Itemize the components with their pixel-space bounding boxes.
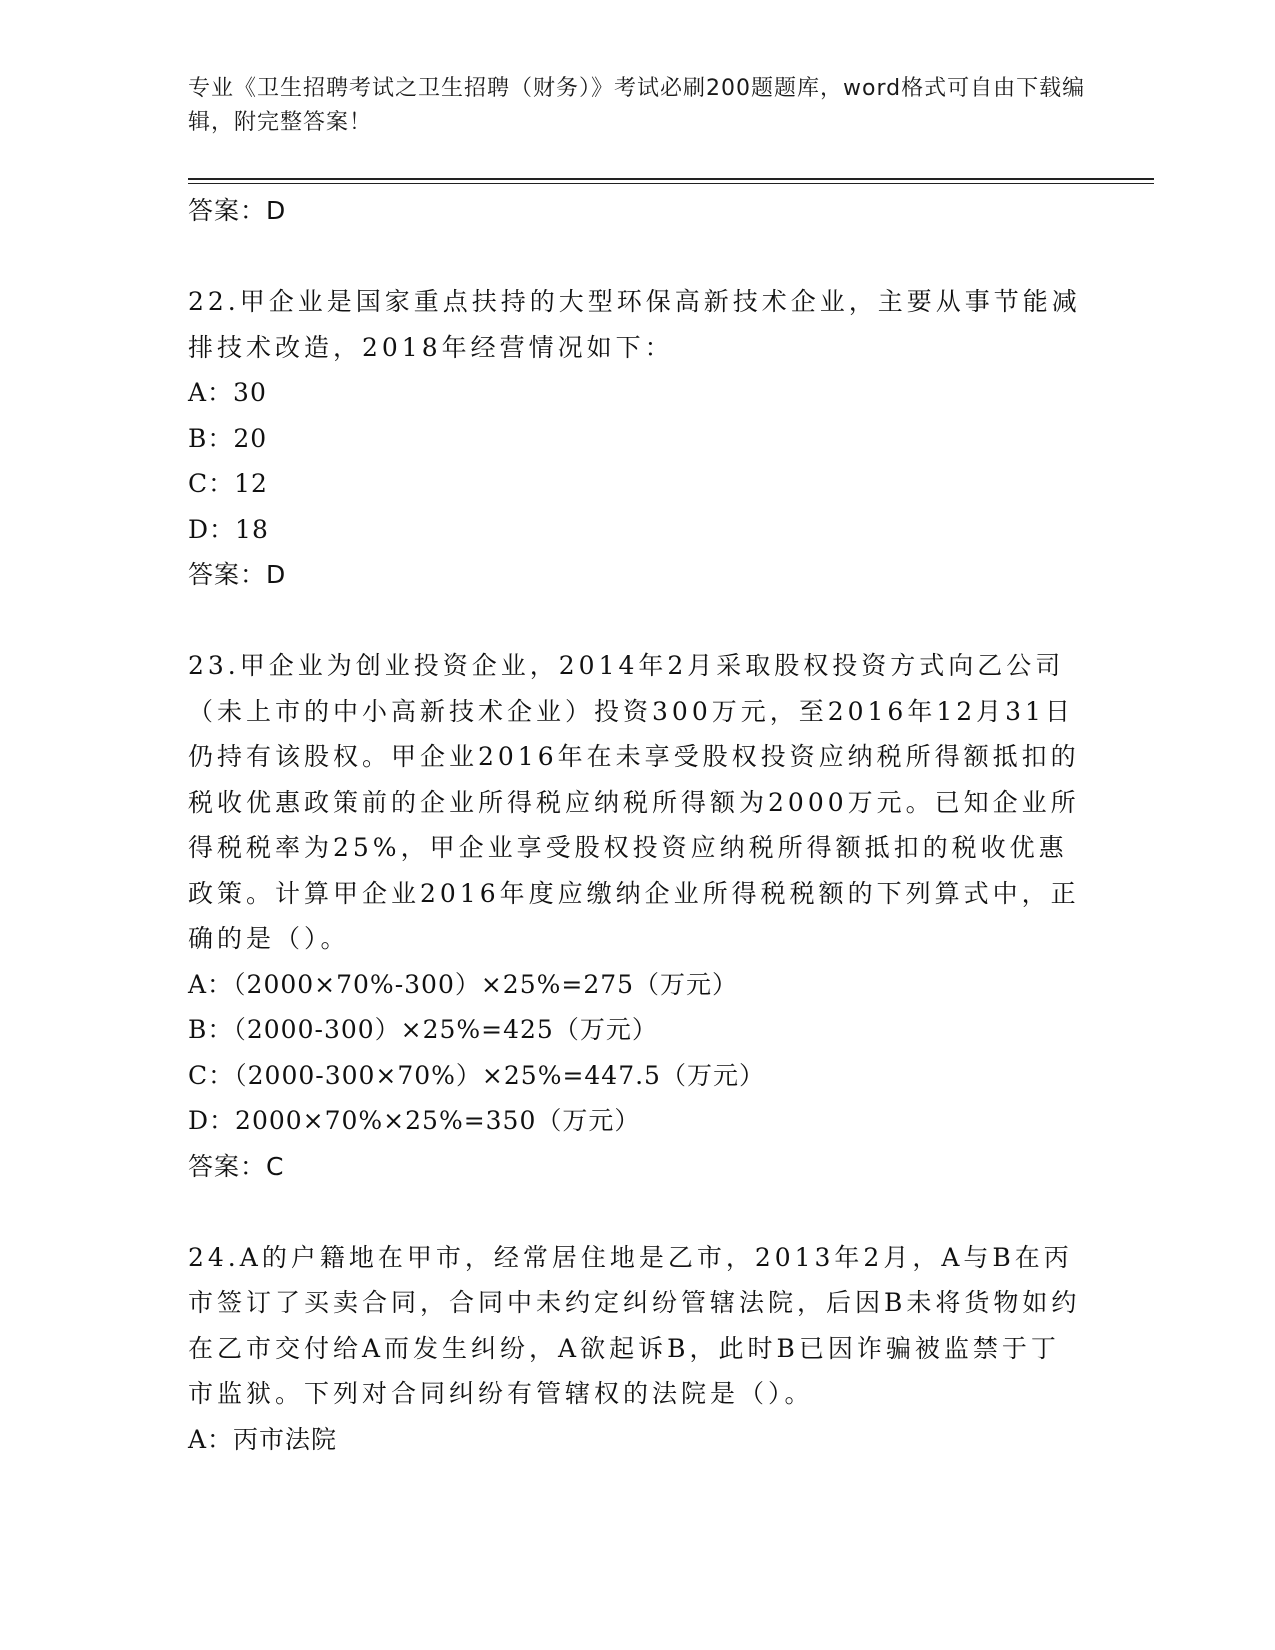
question-block bbox=[188, 279, 1088, 597]
document-body bbox=[188, 188, 1088, 1462]
option-b: B：（2000-300）×25%=425（万元） bbox=[188, 1015, 658, 1044]
header-divider-thin bbox=[188, 183, 1154, 184]
question-text: 22.甲企业是国家重点扶持的大型环保高新技术企业，主要从事节能减排技术改造，2018年经营情况如下： bbox=[188, 287, 1081, 362]
answer-label: 答案：D bbox=[188, 560, 287, 589]
question-text: 23.甲企业为创业投资企业，2014年2月采取股权投资方式向乙公司（未上市的中小高新技术企业）投资300万元，至2016年12月31日仍持有该股权。甲企业2016年在未享受股权投资应纳税所得额抵扣的税收优惠政策前的企业所得税应纳税所得额为2000万元。已知企业所得税税率为25%，甲企业享受股权投资应纳税所得额抵扣的税收优惠政策。计算甲企业2016年度应缴纳企业所得税税额的下列算式中，正确的是（）。 bbox=[188, 651, 1080, 953]
document-header: 专业《卫生招聘考试之卫生招聘（财务）》考试必刷200题题库，word格式可自由下载编辑，附完整答案！ bbox=[188, 76, 1086, 135]
header-divider-thick bbox=[188, 178, 1154, 180]
question-block bbox=[188, 643, 1088, 1189]
answer-label: 答案：C bbox=[188, 1151, 285, 1181]
question-text: 24.A的户籍地在甲市，经常居住地是乙市，2013年2月，A与B在丙市签订了买卖合同，合同中未约定纠纷管辖法院，后因B未将货物如约在乙市交付给A而发生纠纷，A欲起诉B，此时B已因诈骗被监禁于丁市监狱。下列对合同纠纷有管辖权的法院是（）。 bbox=[188, 1242, 1081, 1408]
option-d: D：2000×70%×25%=350（万元） bbox=[188, 1106, 641, 1135]
answer-label: 答案：D bbox=[188, 196, 287, 225]
option-c: C：12 bbox=[188, 469, 268, 498]
question-block bbox=[188, 1235, 1088, 1463]
option-a: A：30 bbox=[188, 378, 267, 407]
option-d: D：18 bbox=[188, 514, 269, 544]
option-b: B：20 bbox=[188, 423, 268, 453]
option-a: A：丙市法院 bbox=[188, 1424, 338, 1454]
option-c: C：（2000-300×70%）×25%=447.5（万元） bbox=[188, 1060, 765, 1090]
option-a: A：（2000×70%-300）×25%=275（万元） bbox=[188, 969, 739, 999]
